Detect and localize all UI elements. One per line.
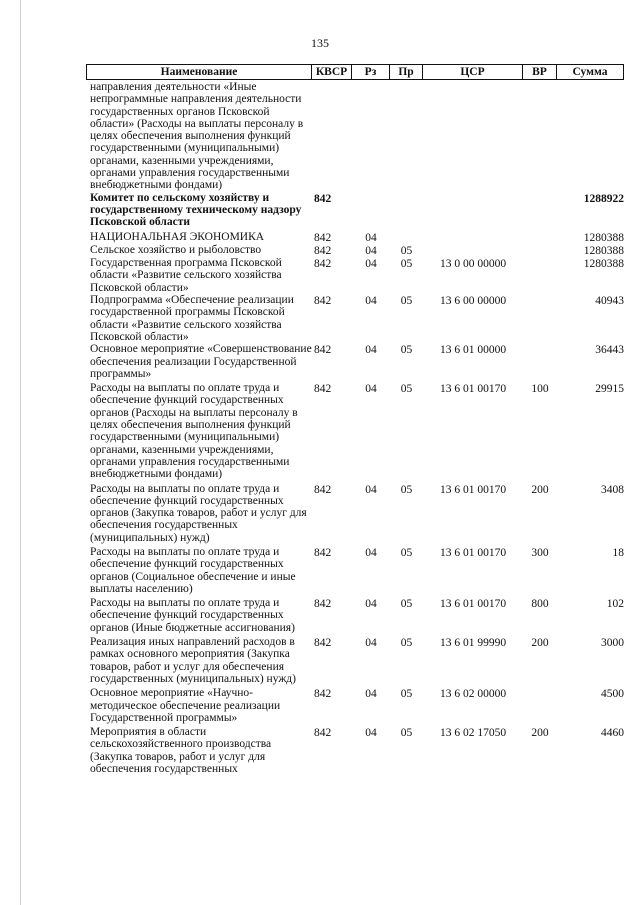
cell-vr: 300: [531, 546, 549, 559]
cell-kvsr: 842: [314, 688, 332, 701]
cell-sum: 18: [612, 546, 624, 559]
cell-name: НАЦИОНАЛЬНАЯ ЭКОНОМИКА: [90, 230, 265, 243]
cell-name: Расходы на выплаты по оплате труда и обеспечение функций государственных органов (Расходы на выплаты персоналу в целях обеспечения выполнения функций государственными (муниципальными) органами, казенными учреждениями, органами управления государственными внебюджетными фондами): [90, 382, 298, 481]
cell-name: Расходы на выплаты по оплате труда и обеспечение функций государственных органов (Закупка товаров, работ и услуг для обеспечения государственных (муниципальных) нужд): [90, 482, 307, 544]
table-row: [86, 244, 624, 257]
page-number: 135: [311, 36, 329, 50]
cell-rz: 04: [365, 244, 377, 257]
table-row: [86, 483, 624, 544]
cell-kvsr: 842: [314, 598, 332, 611]
cell-name: Расходы на выплаты по оплате труда и обеспечение функций государственных органов (Социальное обеспечение и иные выплаты населению): [90, 545, 296, 595]
table-row: [86, 257, 624, 294]
table-row: [86, 726, 624, 775]
cell-vr: [523, 343, 557, 380]
table-body: [86, 81, 624, 775]
cell-vr: [523, 81, 557, 192]
cell-vr: [523, 244, 557, 257]
cell-kvsr: 842: [314, 344, 332, 357]
cell-pr: 05: [400, 637, 413, 650]
cell-name: Основное мероприятие «Совершенствование обеспечения реализации Государственной программы»: [90, 343, 312, 380]
cell-pr: [390, 192, 423, 229]
cell-csr: 13 6 02 17050: [439, 727, 507, 740]
cell-pr: 05: [400, 598, 413, 611]
cell-sum: 1280388: [583, 258, 624, 271]
cell-pr: 05: [400, 244, 413, 257]
cell-rz: 04: [365, 637, 377, 650]
cell-kvsr: 842: [314, 637, 332, 650]
cell-vr: 100: [531, 383, 549, 396]
cell-rz: 04: [365, 598, 377, 611]
cell-name: Государственная программа Псковской области «Развитие сельского хозяйства Псковской области»: [90, 257, 282, 294]
cell-csr: 13 6 01 00170: [439, 546, 507, 559]
budget-table: [86, 64, 624, 775]
cell-pr: [390, 81, 423, 192]
cell-rz: 04: [365, 546, 377, 559]
cell-sum: 29915: [595, 383, 624, 396]
cell-rz: 04: [365, 727, 377, 740]
header-kvsr: КВСР: [312, 65, 352, 79]
cell-vr: [523, 294, 557, 343]
table-row: [86, 597, 624, 634]
table-row: [86, 636, 624, 685]
cell-csr: 13 6 01 00170: [439, 598, 507, 611]
table-row: [86, 687, 624, 724]
cell-rz: [352, 192, 390, 229]
cell-pr: 05: [400, 295, 413, 308]
table-row: [86, 546, 624, 595]
cell-kvsr: [312, 81, 352, 192]
cell-rz: 04: [365, 483, 377, 496]
cell-rz: [352, 81, 390, 192]
cell-csr: 13 6 01 00000: [439, 344, 507, 357]
cell-csr: 13 6 01 99990: [439, 637, 507, 650]
cell-rz: 04: [365, 258, 377, 271]
cell-csr: 13 6 00 00000: [439, 295, 507, 308]
cell-kvsr: 842: [314, 727, 332, 740]
cell-rz: 04: [365, 231, 377, 244]
cell-rz: 04: [365, 295, 377, 308]
cell-kvsr: 842: [314, 546, 332, 559]
cell-pr: [390, 231, 423, 244]
cell-vr: [523, 192, 557, 229]
table-row: [86, 192, 624, 229]
cell-pr: 05: [400, 344, 413, 357]
cell-vr: [523, 231, 557, 244]
cell-rz: 04: [365, 688, 377, 701]
cell-vr: [523, 257, 557, 294]
cell-kvsr: 842: [314, 258, 332, 271]
cell-name: Реализация иных направлений расходов в рамках основного мероприятия (Закупка товаров, работ и услуг для обеспечения государственных (муниципальных) нужд): [90, 636, 296, 685]
cell-sum: [557, 81, 624, 192]
header-rz: Рз: [352, 65, 390, 79]
cell-vr: [523, 687, 557, 724]
cell-kvsr: 842: [314, 231, 332, 244]
cell-sum: 3408: [601, 483, 624, 496]
cell-sum: 36443: [595, 344, 624, 357]
header-sum: Сумма: [557, 65, 624, 79]
cell-kvsr: 842: [314, 192, 332, 205]
cell-pr: 05: [400, 258, 413, 271]
table-row: [86, 343, 624, 380]
cell-csr: 13 0 00 00000: [439, 258, 507, 271]
cell-name: Основное мероприятие «Научно-методическое обеспечение реализации Государственной программы»: [90, 687, 281, 724]
table-row: [86, 231, 624, 244]
cell-pr: 05: [400, 383, 413, 396]
header-pr: Пр: [390, 65, 423, 79]
cell-csr: 13 6 01 00170: [439, 383, 507, 396]
cell-sum: 3000: [601, 637, 624, 650]
header-name: Наименование: [86, 65, 312, 79]
cell-kvsr: 842: [314, 483, 332, 496]
table-header: [86, 64, 624, 80]
cell-kvsr: 842: [314, 295, 332, 308]
cell-sum: 1288922: [583, 192, 624, 205]
cell-csr: 13 6 01 00170: [439, 483, 507, 496]
header-vr: ВР: [523, 65, 557, 79]
cell-vr: 800: [531, 598, 549, 611]
table-row: [86, 382, 624, 480]
cell-sum: 4460: [601, 727, 624, 740]
table-row: [86, 294, 624, 343]
cell-csr: 13 6 02 00000: [439, 688, 507, 701]
cell-sum: 102: [606, 598, 624, 611]
cell-name: Расходы на выплаты по оплате труда и обеспечение функций государственных органов (Иные бюджетные ассигнования): [90, 597, 295, 634]
header-csr: ЦСР: [423, 65, 523, 79]
cell-name: Подпрограмма «Обеспечение реализации государственной программы Псковской области «Развитие сельского хозяйства Псковской области»: [90, 294, 294, 343]
cell-pr: 05: [400, 546, 413, 559]
cell-rz: 04: [365, 344, 377, 357]
cell-name: Мероприятия в области сельскохозяйственного производства (Закупка товаров, работ и услуг для обеспечения государственных: [90, 726, 272, 776]
cell-csr: [423, 244, 523, 257]
cell-name: Сельское хозяйство и рыболовство: [90, 243, 262, 256]
cell-csr: [423, 231, 523, 244]
cell-sum: 1280388: [583, 231, 624, 244]
cell-name: направления деятельности «Иные непрограммные направления деятельности государственных органов Псковской области» (Расходы на выплаты персоналу в целях обеспечения выполнения функций государственными (муниципальными) органами, казенными учреждениями, органами управления государственными внебюджетными фондами): [90, 81, 304, 192]
cell-vr: 200: [531, 637, 549, 650]
cell-csr: [423, 192, 523, 229]
cell-csr: [423, 81, 523, 192]
cell-vr: 200: [531, 483, 549, 496]
cell-rz: 04: [365, 383, 377, 396]
cell-kvsr: 842: [314, 383, 332, 396]
cell-pr: 05: [400, 688, 413, 701]
cell-name: Комитет по сельскому хозяйству и государственному техническому надзору Псковской области: [90, 191, 302, 229]
cell-sum: 40943: [595, 295, 624, 308]
cell-pr: 05: [400, 483, 413, 496]
table-row: [86, 81, 624, 192]
cell-sum: 4500: [601, 688, 624, 701]
cell-sum: 1280388: [583, 244, 624, 257]
cell-vr: 200: [531, 727, 549, 740]
cell-kvsr: 842: [314, 244, 332, 257]
cell-pr: 05: [400, 727, 413, 740]
scan-edge-line: [20, 0, 21, 905]
